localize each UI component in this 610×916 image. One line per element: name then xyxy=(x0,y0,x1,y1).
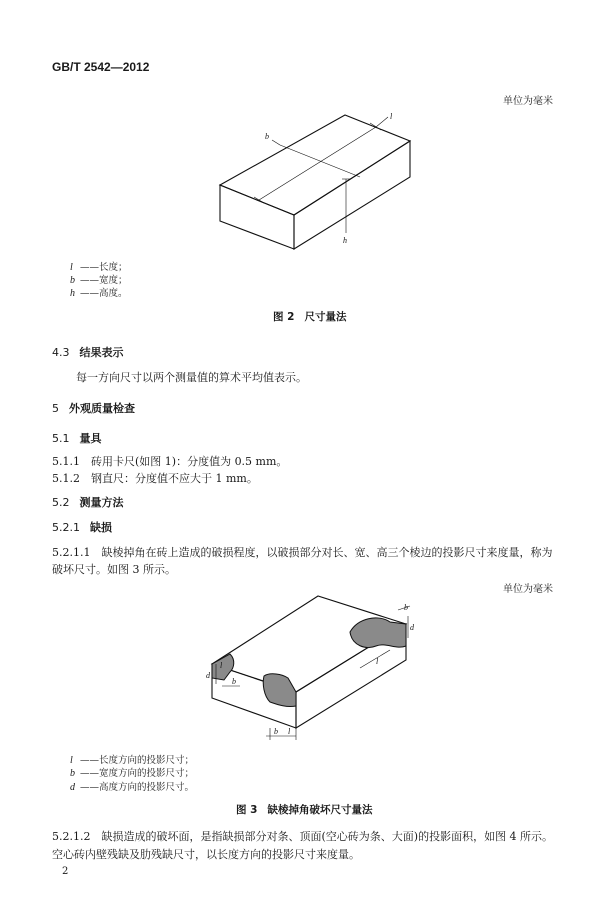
unit-note: 单位为毫米 xyxy=(503,584,553,595)
unit-note: 单位为毫米 xyxy=(503,96,553,107)
fig2-legend-item: b ——宽度； xyxy=(70,275,128,286)
section-heading-4-3: 4.3 结果表示 xyxy=(52,346,124,359)
figure-3-broken-corner-diagram xyxy=(200,588,428,748)
section-heading-5-2-1: 5.2.1 缺损 xyxy=(52,521,112,534)
fig3-legend-item: d ——高度方向的投影尺寸。 xyxy=(70,782,195,793)
fig3-label-b-bottom: b xyxy=(274,727,278,736)
fig3-label-l-bottom: l xyxy=(288,727,291,736)
fig3-legend-item: l ——长度方向的投影尺寸； xyxy=(70,755,195,766)
dim-line-width xyxy=(280,145,360,177)
fig2-legend-item: h ——高度。 xyxy=(70,288,128,299)
page-number: 2 xyxy=(62,866,69,877)
paragraph-5-2-1-1-line1: 5.2.1.1 缺棱掉角在砖上造成的破损程度，以破损部分对长、宽、高三个棱边的投影尺寸来度量，称为 xyxy=(52,546,553,559)
figure-3-caption: 图 3 缺棱掉角破坏尺寸量法 xyxy=(236,804,373,816)
brick-front-face xyxy=(220,185,294,249)
fig3-label-b-right: b xyxy=(404,603,408,612)
section-heading-5: 5 外观质量检查 xyxy=(52,402,135,415)
brick-side-face xyxy=(294,141,410,249)
paragraph-5-2-1-2-line2: 空心砖内壁残缺及肋残缺尺寸，以长度方向的投影尺寸来度量。 xyxy=(52,848,360,861)
fig3-label-b-left: b xyxy=(232,677,236,686)
section-heading-5-1: 5.1 量具 xyxy=(52,432,102,445)
fig3-legend-item: b ——宽度方向的投影尺寸； xyxy=(70,768,195,779)
fig3-label-d-right: d xyxy=(410,623,414,632)
figure-2-brick-diagram xyxy=(210,105,430,255)
fig3-label-d-left: d xyxy=(206,671,210,680)
section-heading-5-2: 5.2 测量方法 xyxy=(52,496,124,509)
fig2-label-l: l xyxy=(390,112,393,121)
paragraph-5-2-1-1-line2: 破坏尺寸。如图 3 所示。 xyxy=(52,563,176,576)
fig2-label-h: h xyxy=(343,236,347,245)
standard-number: GB/T 2542—2012 xyxy=(52,60,150,74)
fig3-label-l-left: l xyxy=(220,661,223,670)
figure-2-caption: 图 2 尺寸量法 xyxy=(273,311,347,323)
fig2-label-b: b xyxy=(265,132,269,141)
item-5-1-2: 5.1.2 钢直尺：分度值不应大于 1 mm。 xyxy=(52,472,258,485)
paragraph-5-2-1-2-line1: 5.2.1.2 缺损造成的破坏面，是指缺损部分对条、顶面(空心砖为条、大面)的投影面积，如图 4 所示。 xyxy=(52,830,554,843)
paragraph-4-3: 每一方向尺寸以两个测量值的算术平均值表示。 xyxy=(76,371,307,384)
item-5-1-1: 5.1.1 砖用卡尺(如图 1)：分度值为 0.5 mm。 xyxy=(52,455,288,468)
fig2-legend-item: l ——长度； xyxy=(70,262,128,273)
dim-line-length xyxy=(259,127,376,200)
fig3-label-l-right: l xyxy=(376,657,379,666)
